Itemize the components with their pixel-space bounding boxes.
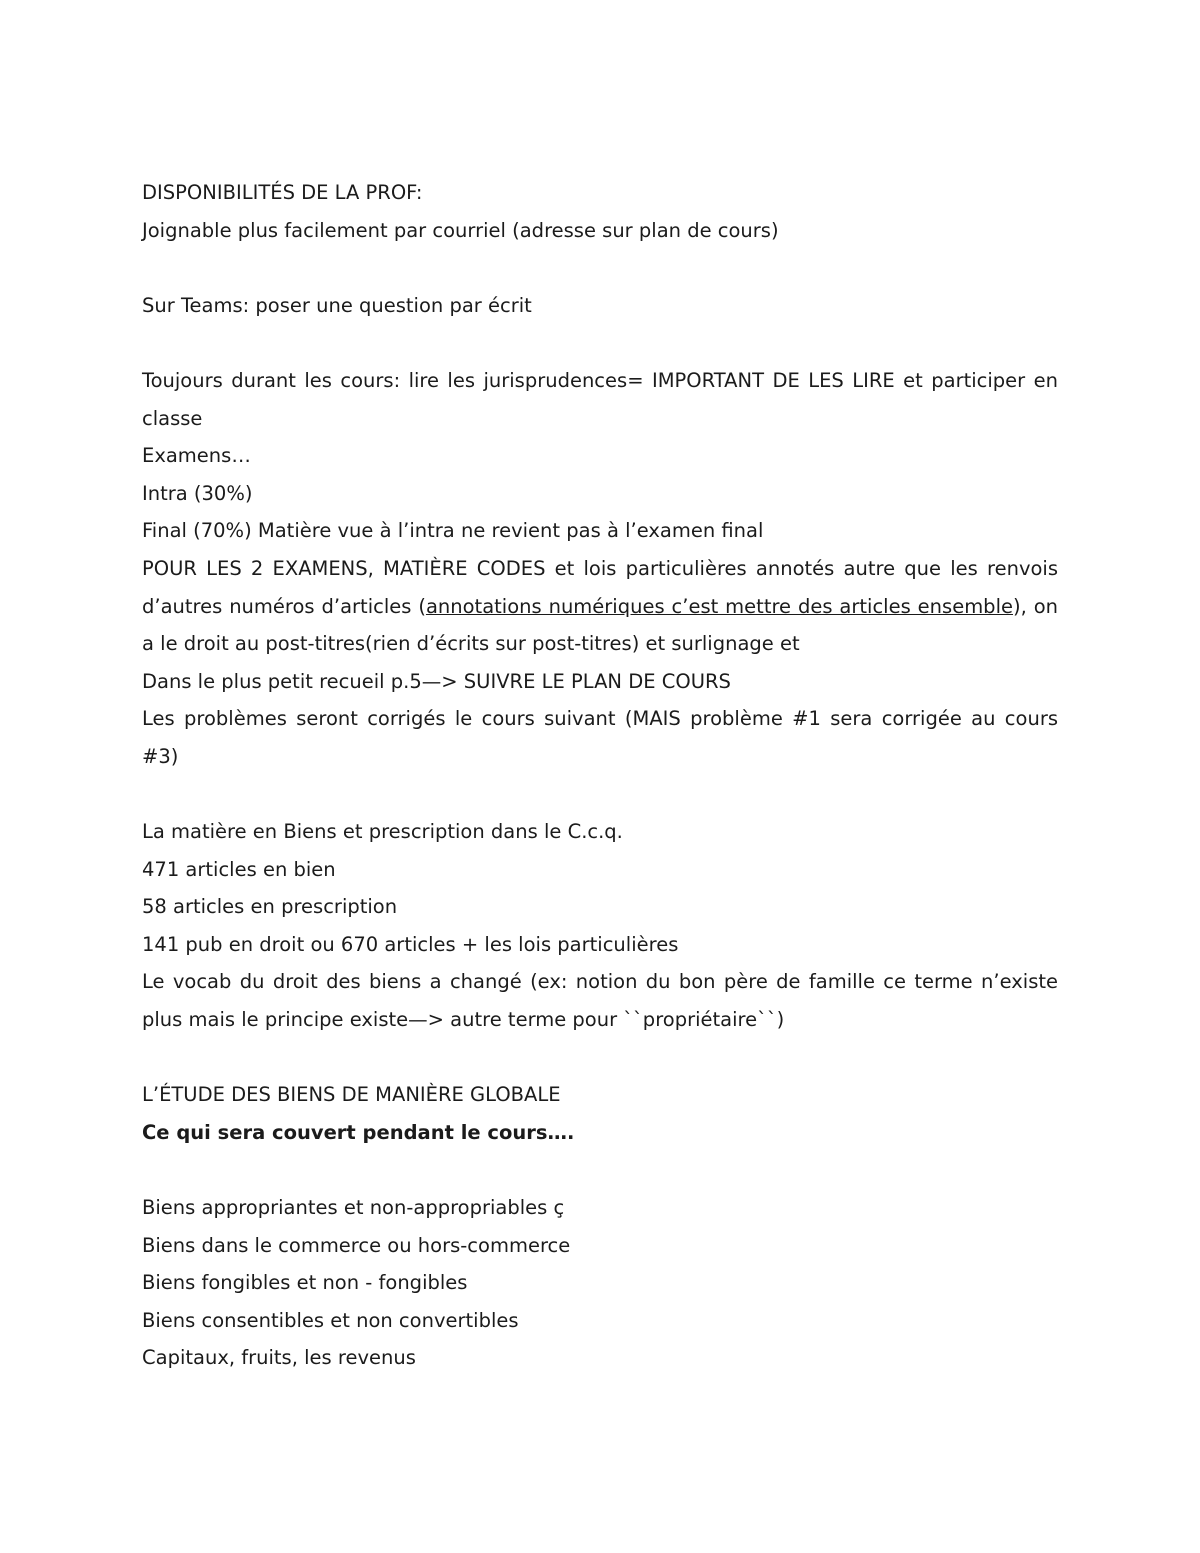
list-item: Biens consentibles et non convertibles [142, 1308, 519, 1332]
blank-line [142, 249, 1058, 287]
blank-line [142, 1039, 1058, 1077]
blank-line [142, 324, 1058, 362]
blank-line [142, 1151, 1058, 1189]
blank-line [142, 776, 1058, 814]
text-line-58: 58 articles en prescription [142, 895, 398, 919]
list-item: Capitaux, fruits, les revenus [142, 1346, 416, 1370]
text-line-final: Final (70%) Matière vue à l’intra ne revient pas à l’examen final [142, 519, 764, 543]
paragraph-vocab: Le vocab du droit des biens a changé (ex: notion du bon père de famille ce terme n’existe plus mais le principe existe—> autre terme pour ``propriétaire``) [142, 970, 1058, 1032]
list-item: Biens dans le commerce ou hors-commerce [142, 1233, 571, 1257]
paragraph-pour-text-before: POUR LES 2 EXAMENS, MATIÈRE CODES et lois particulières annotés autre que les renvois d’autres numéros d’articles ( [142, 556, 1058, 618]
text-line-examens: Examens… [142, 444, 251, 468]
text-line-intra: Intra (30%) [142, 481, 253, 505]
paragraph-pour-text-after: ), on a le droit au post-titres(rien d’écrits sur post-titres) et surlignage et [142, 594, 1059, 656]
paragraph-problemes: Les problèmes seront corrigés le cours suivant (MAIS problème #1 sera corrigée au cours #3) [142, 707, 1058, 768]
section-heading-etude: L’ÉTUDE DES BIENS DE MANIÈRE GLOBALE [142, 1083, 561, 1107]
text-line-471: 471 articles en bien [142, 857, 336, 881]
list-item: Biens fongibles et non - fongibles [142, 1271, 468, 1295]
text-line-recueil: Dans le plus petit recueil p.5—> SUIVRE LE PLAN DE COURS [142, 669, 731, 693]
list-item: Biens appropriantes et non-appropriables ç [142, 1196, 565, 1220]
underlined-annotations-note: annotations numériques c’est mettre des articles ensemble [425, 594, 1013, 618]
paragraph-pour-les-examens [142, 550, 1058, 663]
bold-heading-couvert: Ce qui sera couvert pendant le cours…. [142, 1120, 575, 1144]
text-line-joignable: Joignable plus facilement par courriel (adresse sur plan de cours) [142, 218, 779, 242]
text-line-matiere: La matière en Biens et prescription dans le C.c.q. [142, 820, 623, 844]
section-heading-disponibilites: DISPONIBILITÉS DE LA PROF: [142, 181, 423, 204]
paragraph-toujours: Toujours durant les cours: lire les jurisprudences= IMPORTANT DE LES LIRE et participer en classe [142, 368, 1058, 430]
text-line-teams: Sur Teams: poser une question par écrit [142, 293, 532, 317]
document-page [142, 174, 1058, 1377]
text-line-141: 141 pub en droit ou 670 articles + les lois particulières [142, 932, 679, 956]
